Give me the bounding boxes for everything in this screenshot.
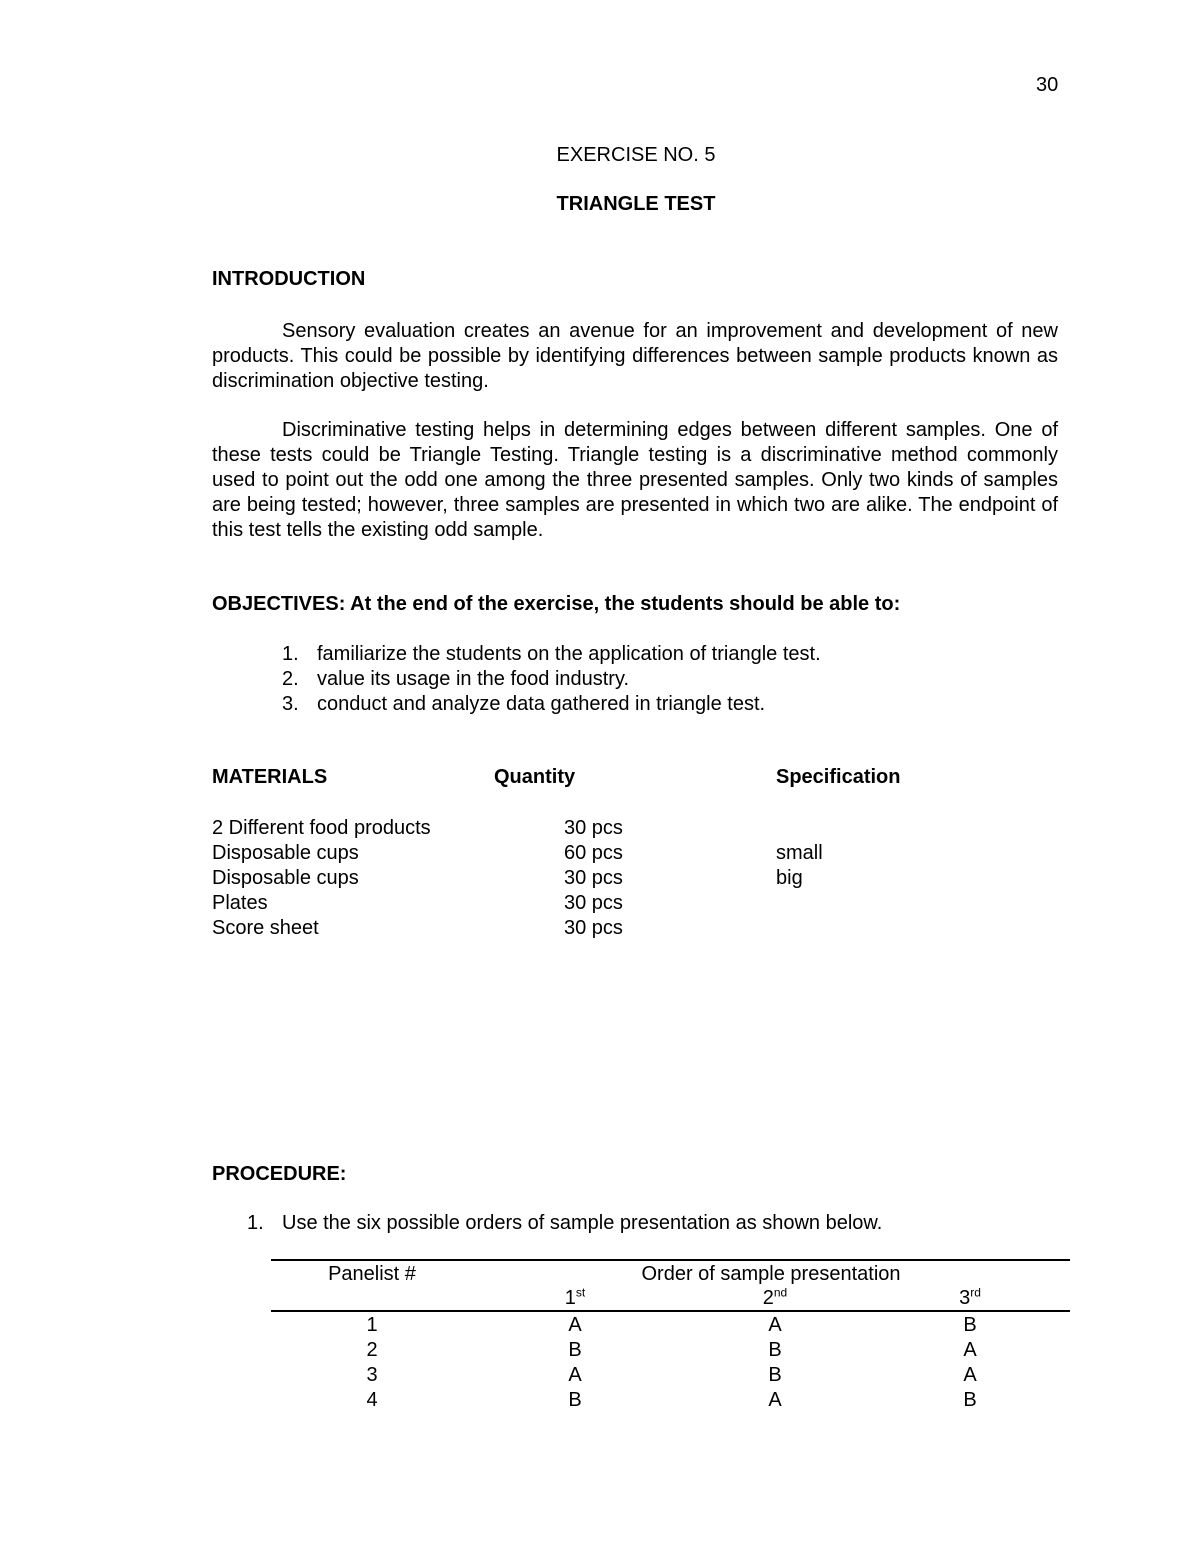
procedure-step-text: Use the six possible orders of sample presentation as shown below. [282,1212,883,1234]
introduction-paragraph-1-text: Sensory evaluation creates an avenue for an improvement and development of new products. This could be possible by identifying differences between sample products known as discrimination objective testing. [212,320,1058,392]
panelist-cell: 3 [366,1364,378,1386]
page-number: 30 [1036,74,1059,96]
position-suffix: nd [773,1285,788,1300]
material-specification: big [776,867,803,889]
position-suffix: rd [970,1285,981,1300]
third-cell: B [963,1389,977,1411]
introduction-paragraph-2-text: Discriminative testing helps in determining edges between different samples. One of these tests could be Triangle Testing. Triangle testing is a discriminative method commonly used to point out the odd one among the three presented samples. Only two kinds of samples are being tested; however, three samples are presented in which two are alike. The endpoint of this test tells the existing odd sample. [212,419,1058,541]
material-row [0,816,1200,841]
material-row [0,891,1200,916]
procedure-step-1 [247,1212,1067,1237]
first-cell: B [568,1339,582,1361]
table-row [0,1339,1200,1364]
material-name: 2 Different food products [212,817,431,839]
panelist-cell: 4 [366,1389,378,1411]
third-cell: A [963,1364,977,1386]
table-header-rule [271,1310,1070,1312]
exercise-title: TRIANGLE TEST [556,193,716,215]
material-name: Disposable cups [212,867,359,889]
material-quantity: 30 pcs [564,892,623,914]
quantity-header: Quantity [494,766,576,788]
panelist-cell: 1 [366,1314,378,1336]
specification-header: Specification [776,766,901,788]
first-cell: A [568,1364,582,1386]
material-quantity: 30 pcs [564,817,623,839]
second-cell: A [768,1389,782,1411]
objective-text: value its usage in the food industry. [317,668,630,690]
objective-item [282,642,1062,667]
second-cell: B [768,1364,782,1386]
first-cell: B [568,1389,582,1411]
panelist-cell: 2 [366,1339,378,1361]
objective-item [282,667,1062,692]
second-cell: B [768,1339,782,1361]
objectives-list [282,642,1062,717]
table-row [0,1314,1200,1339]
objective-item [282,692,1062,717]
introduction-paragraph-1 [212,319,1058,394]
position-number: 3 [959,1287,971,1309]
material-row [0,916,1200,941]
table-row [0,1389,1200,1414]
objectives-heading: OBJECTIVES: At the end of the exercise, the students should be able to: [212,593,901,615]
position-header-second [745,1287,805,1310]
second-cell: A [768,1314,782,1336]
table-top-rule [271,1259,1070,1261]
objective-number: 2. [282,668,299,690]
panelist-header: Panelist # [328,1263,416,1285]
first-cell: A [568,1314,582,1336]
material-quantity: 30 pcs [564,867,623,889]
objective-number: 1. [282,643,299,665]
exercise-number: EXERCISE NO. 5 [556,144,716,166]
procedure-heading: PROCEDURE: [212,1163,347,1185]
material-specification: small [776,842,823,864]
material-quantity: 30 pcs [564,917,623,939]
table-row [0,1364,1200,1389]
objective-number: 3. [282,693,299,715]
material-quantity: 60 pcs [564,842,623,864]
material-name: Score sheet [212,917,319,939]
procedure-step-number: 1. [247,1212,264,1234]
position-header-third [940,1287,1000,1310]
position-header-first [545,1287,605,1310]
introduction-heading: INTRODUCTION [212,268,366,290]
material-row [0,866,1200,891]
objective-text: familiarize the students on the application of triangle test. [317,643,821,665]
objective-text: conduct and analyze data gathered in triangle test. [317,693,766,715]
third-cell: A [963,1339,977,1361]
materials-header: MATERIALS [212,766,328,788]
introduction-paragraph-2 [212,418,1058,543]
third-cell: B [963,1314,977,1336]
material-row [0,841,1200,866]
material-name: Plates [212,892,268,914]
position-suffix: st [575,1285,586,1300]
materials-header-row [0,766,1200,791]
order-header: Order of sample presentation [641,1263,901,1285]
position-number: 2 [762,1287,774,1309]
material-name: Disposable cups [212,842,359,864]
position-number: 1 [564,1287,576,1309]
materials-list [0,816,1200,941]
